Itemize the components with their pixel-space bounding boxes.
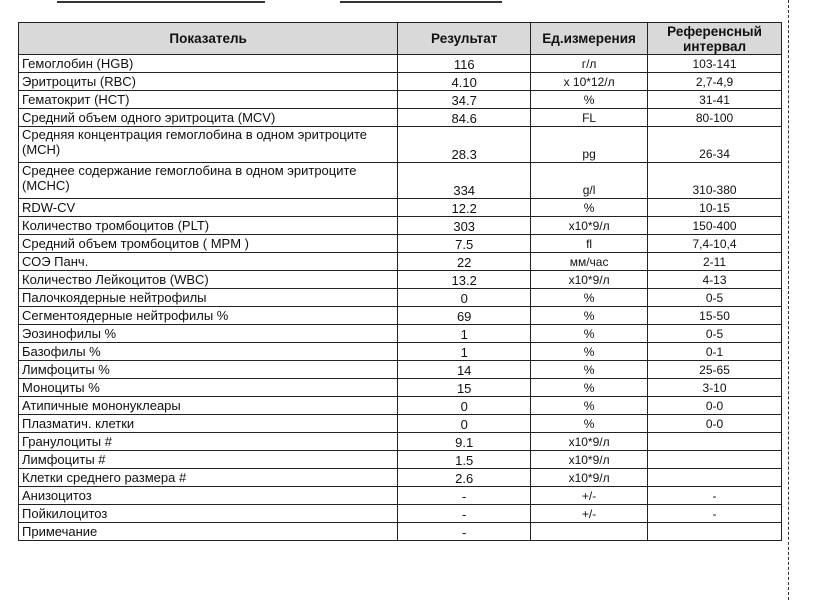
reference-range: 0-0 (648, 397, 782, 415)
table-row (19, 343, 782, 361)
reference-range: 26-34 (648, 127, 782, 163)
unit: x10*9/л (531, 433, 648, 451)
table-row (19, 361, 782, 379)
reference-range (648, 433, 782, 451)
unit: % (531, 199, 648, 217)
unit: % (531, 379, 648, 397)
header-result: Результат (398, 23, 531, 55)
header-parameter: Показатель (19, 23, 398, 55)
parameter-name: Гемоглобин (HGB) (19, 55, 398, 73)
table-row (19, 253, 782, 271)
table-row (19, 127, 782, 163)
table-row (19, 163, 782, 199)
unit (531, 523, 648, 541)
parameter-name: Средняя концентрация гемоглобина в одном эритроците (MCH) (19, 127, 398, 163)
parameter-name: Эритроциты (RBC) (19, 73, 398, 91)
result-value: - (398, 487, 531, 505)
table-header (19, 23, 782, 55)
parameter-name: Атипичные мононуклеары (19, 397, 398, 415)
reference-range: 25-65 (648, 361, 782, 379)
parameter-name: Плазматич. клетки (19, 415, 398, 433)
unit: x10*9/л (531, 271, 648, 289)
unit: pg (531, 127, 648, 163)
result-value: 12.2 (398, 199, 531, 217)
unit: % (531, 91, 648, 109)
unit: fl (531, 235, 648, 253)
table-row (19, 91, 782, 109)
table-row (19, 469, 782, 487)
reference-range: 103-141 (648, 55, 782, 73)
parameter-name: Клетки среднего размера # (19, 469, 398, 487)
table-row (19, 415, 782, 433)
table-row (19, 307, 782, 325)
result-value: 13.2 (398, 271, 531, 289)
unit: g/l (531, 163, 648, 199)
reference-range: 0-1 (648, 343, 782, 361)
table-row (19, 505, 782, 523)
blood-test-table (18, 22, 782, 541)
result-value: 0 (398, 397, 531, 415)
result-value: 1 (398, 343, 531, 361)
parameter-name: Эозинофилы % (19, 325, 398, 343)
result-value: 14 (398, 361, 531, 379)
result-value: 69 (398, 307, 531, 325)
unit: мм/час (531, 253, 648, 271)
parameter-name: Базофилы % (19, 343, 398, 361)
table-row (19, 271, 782, 289)
table-row (19, 379, 782, 397)
unit: % (531, 343, 648, 361)
reference-range: 4-13 (648, 271, 782, 289)
result-value: 7.5 (398, 235, 531, 253)
table-row (19, 451, 782, 469)
parameter-name: Гранулоциты # (19, 433, 398, 451)
unit: FL (531, 109, 648, 127)
result-value: 28.3 (398, 127, 531, 163)
header-reference: Референсный интервал (648, 23, 782, 55)
result-value: - (398, 505, 531, 523)
signature-line-left (57, 1, 265, 3)
reference-range: 150-400 (648, 217, 782, 235)
unit: +/- (531, 505, 648, 523)
parameter-name: Количество Лейкоцитов (WBC) (19, 271, 398, 289)
unit: x 10*12/л (531, 73, 648, 91)
reference-range: 0-0 (648, 415, 782, 433)
unit: % (531, 361, 648, 379)
parameter-name: Гематокрит (HCT) (19, 91, 398, 109)
parameter-name: Лимфоциты # (19, 451, 398, 469)
reference-range: 310-380 (648, 163, 782, 199)
cut-line (788, 0, 789, 600)
reference-range: 80-100 (648, 109, 782, 127)
reference-range (648, 523, 782, 541)
result-value: 15 (398, 379, 531, 397)
parameter-name: Среднее содержание гемоглобина в одном эритроците (MCHC) (19, 163, 398, 199)
parameter-name: Средний объем тромбоцитов ( MPM ) (19, 235, 398, 253)
reference-range: 0-5 (648, 325, 782, 343)
result-value: 0 (398, 415, 531, 433)
result-value: 303 (398, 217, 531, 235)
unit: % (531, 307, 648, 325)
result-value: 84.6 (398, 109, 531, 127)
unit: % (531, 289, 648, 307)
signature-line-right (340, 1, 502, 3)
reference-range: - (648, 505, 782, 523)
result-value: - (398, 523, 531, 541)
parameter-name: Палочкоядерные нейтрофилы (19, 289, 398, 307)
reference-range: - (648, 487, 782, 505)
unit: % (531, 415, 648, 433)
parameter-name: Лимфоциты % (19, 361, 398, 379)
table-row (19, 235, 782, 253)
parameter-name: Количество тромбоцитов (PLT) (19, 217, 398, 235)
unit: % (531, 325, 648, 343)
parameter-name: Примечание (19, 523, 398, 541)
parameter-name: Анизоцитоз (19, 487, 398, 505)
result-value: 2.6 (398, 469, 531, 487)
reference-range (648, 451, 782, 469)
parameter-name: Моноциты % (19, 379, 398, 397)
reference-range: 2,7-4,9 (648, 73, 782, 91)
result-value: 1 (398, 325, 531, 343)
result-value: 116 (398, 55, 531, 73)
result-value: 0 (398, 289, 531, 307)
reference-range: 3-10 (648, 379, 782, 397)
table-row (19, 217, 782, 235)
unit: x10*9/л (531, 469, 648, 487)
parameter-name: СОЭ Панч. (19, 253, 398, 271)
reference-range (648, 469, 782, 487)
table-row (19, 433, 782, 451)
unit: x10*9/л (531, 217, 648, 235)
parameter-name: Средний объем одного эритроцита (MCV) (19, 109, 398, 127)
table-row (19, 73, 782, 91)
reference-range: 31-41 (648, 91, 782, 109)
table-row (19, 325, 782, 343)
reference-range: 0-5 (648, 289, 782, 307)
reference-range: 15-50 (648, 307, 782, 325)
reference-range: 10-15 (648, 199, 782, 217)
table-row (19, 199, 782, 217)
unit: +/- (531, 487, 648, 505)
parameter-name: Пойкилоцитоз (19, 505, 398, 523)
header-unit: Ед.измерения (531, 23, 648, 55)
table-row (19, 523, 782, 541)
reference-range: 7,4-10,4 (648, 235, 782, 253)
result-value: 1.5 (398, 451, 531, 469)
parameter-name: RDW-CV (19, 199, 398, 217)
reference-range: 2-11 (648, 253, 782, 271)
unit: г/л (531, 55, 648, 73)
table-row (19, 55, 782, 73)
table-row (19, 289, 782, 307)
result-value: 4.10 (398, 73, 531, 91)
unit: x10*9/л (531, 451, 648, 469)
unit: % (531, 397, 648, 415)
table-row (19, 397, 782, 415)
table-row (19, 487, 782, 505)
result-value: 334 (398, 163, 531, 199)
result-value: 9.1 (398, 433, 531, 451)
table-row (19, 109, 782, 127)
result-value: 34.7 (398, 91, 531, 109)
result-value: 22 (398, 253, 531, 271)
parameter-name: Сегментоядерные нейтрофилы % (19, 307, 398, 325)
